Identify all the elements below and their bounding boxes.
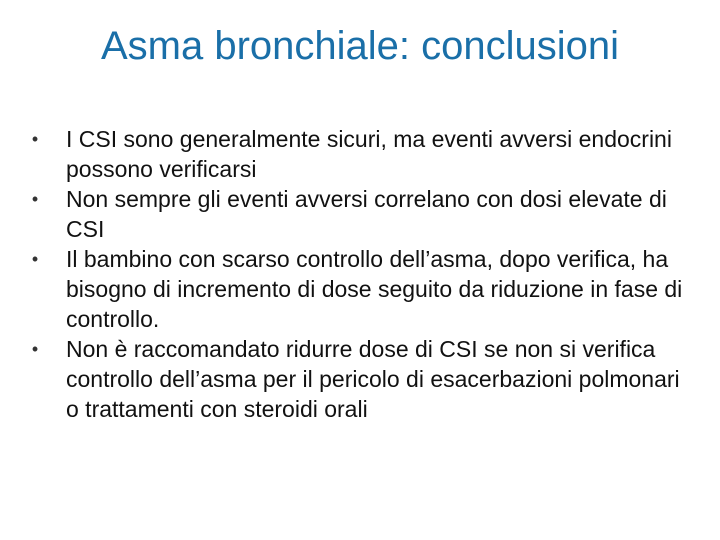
bullet-item: [28, 334, 688, 424]
bullet-text: Non è raccomandato ridurre dose di CSI se non si verifica controllo dell’asma per il pericolo di esacerbazioni polmonari o trattamenti con steroidi orali: [66, 336, 680, 422]
bullet-text: Non sempre gli eventi avversi correlano con dosi elevate di CSI: [66, 186, 667, 242]
bullet-list: [28, 124, 688, 424]
bullet-item: [28, 124, 688, 184]
bullet-icon: •: [31, 249, 39, 269]
bullet-text: I CSI sono generalmente sicuri, ma eventi avversi endocrini possono verificarsi: [66, 126, 672, 182]
bullet-item: [28, 184, 688, 244]
slide-title: Asma bronchiale: conclusioni: [100, 24, 620, 68]
bullet-text: Il bambino con scarso controllo dell’asma, dopo verifica, ha bisogno di incremento di dose seguito da riduzione in fase di controllo.: [66, 246, 683, 332]
bullet-icon: •: [31, 339, 39, 359]
bullet-item: [28, 244, 688, 334]
bullet-icon: •: [31, 129, 39, 149]
bullet-icon: •: [31, 189, 39, 209]
